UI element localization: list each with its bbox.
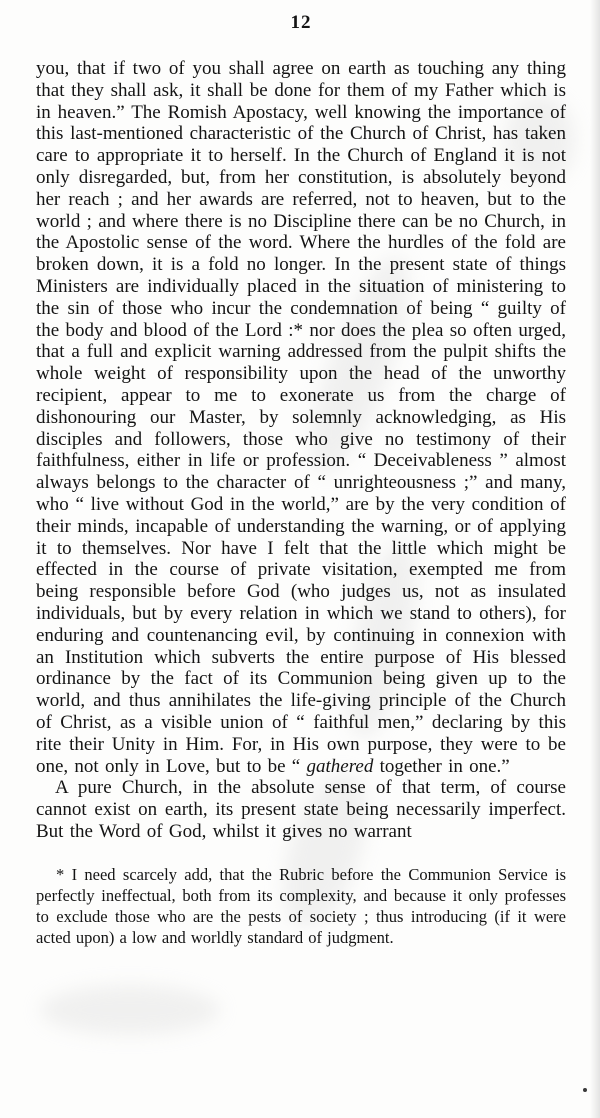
scan-watermark-blob — [40, 985, 220, 1035]
footnote: * I need scarcely add, that the Rubric before the Communion Service is perfectly ineffectual, both from its complexity, and because it only professes to exclude those who are the pests of society ; thus introducing (if it were acted upon) a low and worldly standard of judgment. — [36, 864, 566, 947]
scan-artifact-dot — [583, 1088, 587, 1092]
body-paragraph: A pure Church, in the absolute sense of that term, of course cannot exist on earth, its present state being necessarily imperfect. But the Word of God, whilst it gives no warrant — [36, 777, 566, 842]
body-paragraph-continued: you, that if two of you shall agree on earth as touching any thing that they shall ask, it shall be done for them of my Father which is in heaven.” The Romish Apostacy, well knowing the importance of this last-mentioned characteristic of the Church of Christ, has taken care to appropriate it to herself. In the Church of England it is not only disregarded, but, from her constitution, is absolutely beyond her reach ; and her awards are referred, not to heaven, but to the world ; and where there is no Discipline there can be no Church, in the Apostolic sense of the word. Where the hurdles of the fold are broken down, it is a fold no longer. In the present state of things Ministers are individually placed in the situation of ministering to the sin of those who incur the condemnation of being “ guilty of the body and blood of the Lord :* nor does the plea so often urged, that a full and explicit warning addressed from the pulpit shifts the whole weight of responsibility upon the head of the unworthy recipient, appear to me to exonerate us from the charge of dishonouring our Master, by solemnly acknowledging, as His disciples and followers, those who give no testimony of their faithfulness, either in life or profession. “ Deceivableness ” almost always belongs to the character of “ unrighteousness ;” and many, who “ live without God in the world,” are by the very condition of their minds, incapable of understanding the warning, or of applying it to themselves. Nor have I felt that the little which might be effected in the course of private visitation, exempted me from being responsible before God (who judges us, not as insulated individuals, but by every relation in which we stand to others), for enduring and countenancing evil, by continuing in connexion with an Institution which subverts the entire purpose of His blessed ordinance by the fact of its Communion being given up to the world, and thus annihilates the life-giving principle of the Church of Christ, as a visible union of “ faithful men,” declaring by this rite their Unity in Him. For, in His own purpose, they were to be one, not only in Love, but to be “ gathered together in one.” — [36, 58, 566, 777]
page-number: 12 — [290, 12, 312, 33]
